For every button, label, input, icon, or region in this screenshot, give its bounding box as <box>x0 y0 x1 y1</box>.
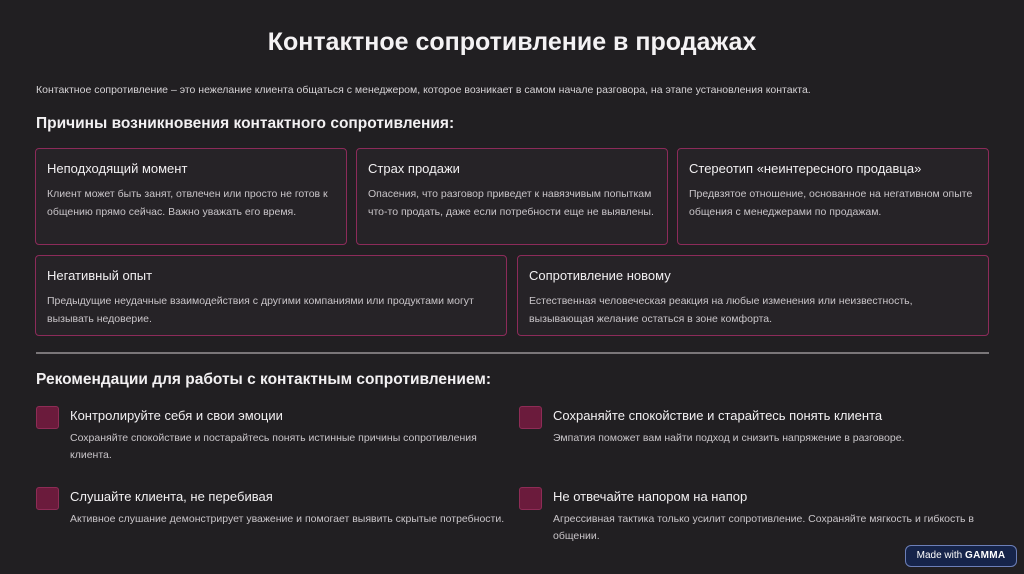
causes-heading: Причины возникновения контактного сопротивления: <box>36 115 455 132</box>
cause-card-title: Страх продажи <box>368 161 460 176</box>
intro-text: Контактное сопротивление – это нежелание клиента общаться с менеджером, которое возникает в самом начале разговора, на этапе установления контакта. <box>36 84 811 96</box>
cause-card-fear-of-sale <box>356 148 668 245</box>
cause-card-title: Стереотип «неинтересного продавца» <box>689 161 922 176</box>
cause-card-text: Клиент может быть занят, отвлечен или просто не готов к общению прямо сейчас. Важно уважать его время. <box>47 188 328 218</box>
cause-card-text: Предвзятое отношение, основанное на негативном опыте общения с менеджерами по продажам. <box>689 188 973 218</box>
made-with-gamma-badge[interactable] <box>905 545 1017 567</box>
recommendations-heading: Рекомендации для работы с контактным сопротивлением: <box>36 371 491 388</box>
page-title: Контактное сопротивление в продажах <box>267 28 757 56</box>
cause-card-stereotype <box>677 148 989 245</box>
cause-card-text: Опасения, что разговор приведет к навязчивым попыткам что-то продать, даже если потребности еще не выявлены. <box>368 188 654 218</box>
recommendation-title: Слушайте клиента, не перебивая <box>70 489 273 504</box>
cause-card-text: Естественная человеческая реакция на любые изменения или неизвестность, вызывающая желание остаться в зоне комфорта. <box>529 295 913 325</box>
cause-card-text: Предыдущие неудачные взаимодействия с другими компаниями или продуктами могут вызывать недоверие. <box>47 295 474 325</box>
cause-card-title: Неподходящий момент <box>47 161 188 176</box>
recommendation-title: Не отвечайте напором на напор <box>553 489 748 504</box>
square-bullet-icon <box>519 406 542 429</box>
cause-card-resistance-to-new <box>517 255 989 336</box>
recommendation-title: Контролируйте себя и свои эмоции <box>70 408 283 423</box>
cause-card-title: Негативный опыт <box>47 268 153 283</box>
section-divider <box>36 352 989 354</box>
badge-brand: GAMMA <box>964 550 1006 561</box>
badge-prefix: Made with <box>916 550 963 561</box>
square-bullet-icon <box>36 487 59 510</box>
recommendation-text: Агрессивная тактика только усилит сопротивление. Сохраняйте мягкость и гибкость в общении. <box>553 513 975 542</box>
recommendation-text: Активное слушание демонстрирует уважение и помогает выявить скрытые потребности. <box>70 513 505 525</box>
square-bullet-icon <box>519 487 542 510</box>
recommendation-title: Сохраняйте спокойствие и старайтесь понять клиента <box>553 408 883 423</box>
recommendation-text: Эмпатия поможет вам найти подход и снизить напряжение в разговоре. <box>553 432 905 444</box>
square-bullet-icon <box>36 406 59 429</box>
recommendation-text: Сохраняйте спокойствие и постарайтесь понять истинные причины сопротивления клиента. <box>70 432 477 461</box>
cause-card-bad-timing <box>35 148 347 245</box>
cause-card-negative-experience <box>35 255 507 336</box>
cause-card-title: Сопротивление новому <box>529 268 671 283</box>
